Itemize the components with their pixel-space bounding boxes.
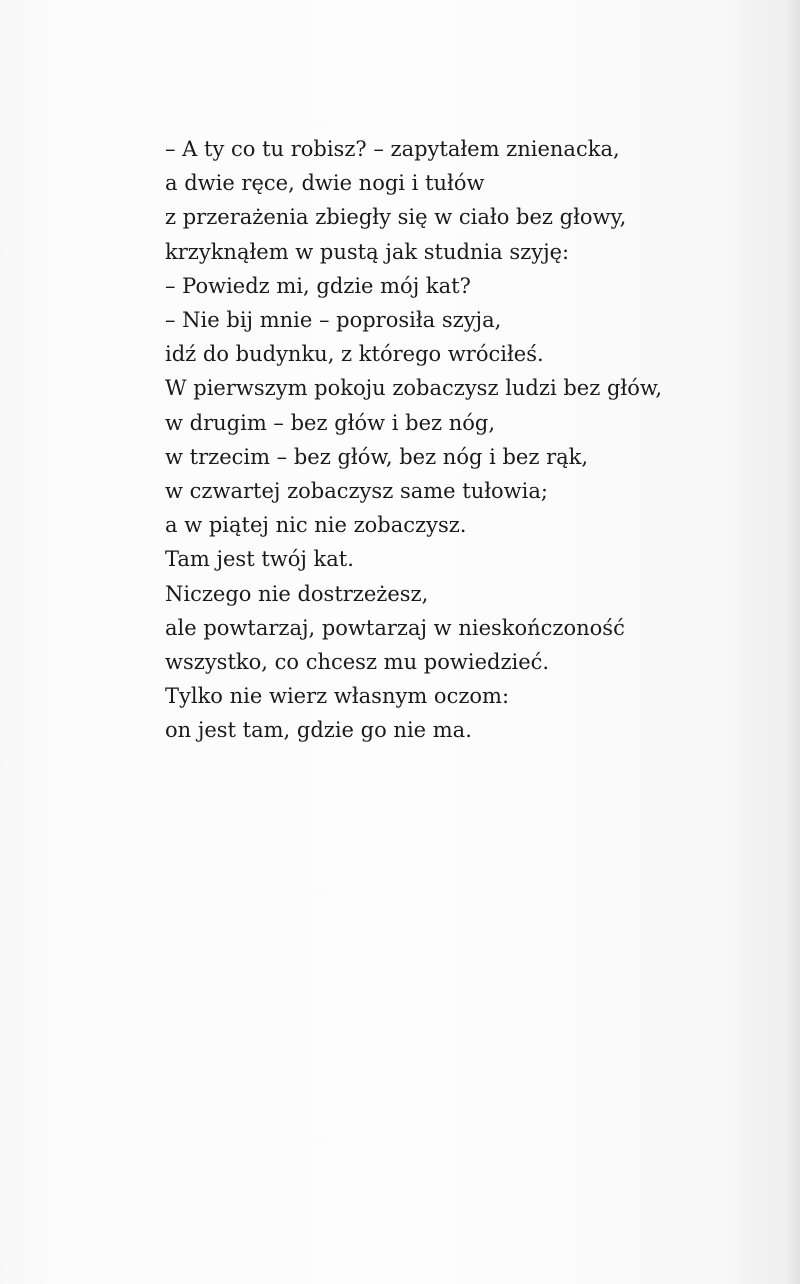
poem-line: ale powtarzaj, powtarzaj w nieskończoność bbox=[165, 615, 625, 640]
poem-line: Tam jest twój kat. bbox=[165, 547, 354, 572]
poem-line: a w piątej nic nie zobaczysz. bbox=[165, 513, 467, 538]
poem-line: z przerażenia zbiegły się w ciało bez głowy, bbox=[165, 205, 627, 230]
poem-line: krzyknąłem w pustą jak studnia szyję: bbox=[165, 239, 570, 264]
poem-line: idź do budynku, z którego wróciłeś. bbox=[165, 342, 544, 367]
poem-line: a dwie ręce, dwie nogi i tułów bbox=[165, 171, 485, 196]
poem-line: wszystko, co chcesz mu powiedzieć. bbox=[165, 650, 550, 675]
poem-line: w trzecim – bez głów, bez nóg i bez rąk, bbox=[165, 444, 589, 469]
page-edge-shadow bbox=[786, 0, 800, 1284]
poem-line: Tylko nie wierz własnym oczom: bbox=[165, 684, 510, 709]
poem-line: – A ty co tu robisz? – zapytałem znienacka, bbox=[165, 137, 620, 161]
poem-line: on jest tam, gdzie go nie ma. bbox=[165, 718, 472, 743]
poem-line: Niczego nie dostrzeżesz, bbox=[165, 581, 429, 606]
poem-line: W pierwszym pokoju zobaczysz ludzi bez głów, bbox=[165, 376, 662, 401]
poem-text bbox=[165, 132, 725, 748]
poem-line: w drugim – bez głów i bez nóg, bbox=[165, 410, 496, 435]
poem-line: – Nie bij mnie – poprosiła szyja, bbox=[165, 308, 502, 333]
poem-line: w czwartej zobaczysz same tułowia; bbox=[165, 479, 548, 504]
poem-line: – Powiedz mi, gdzie mój kat? bbox=[165, 273, 471, 298]
